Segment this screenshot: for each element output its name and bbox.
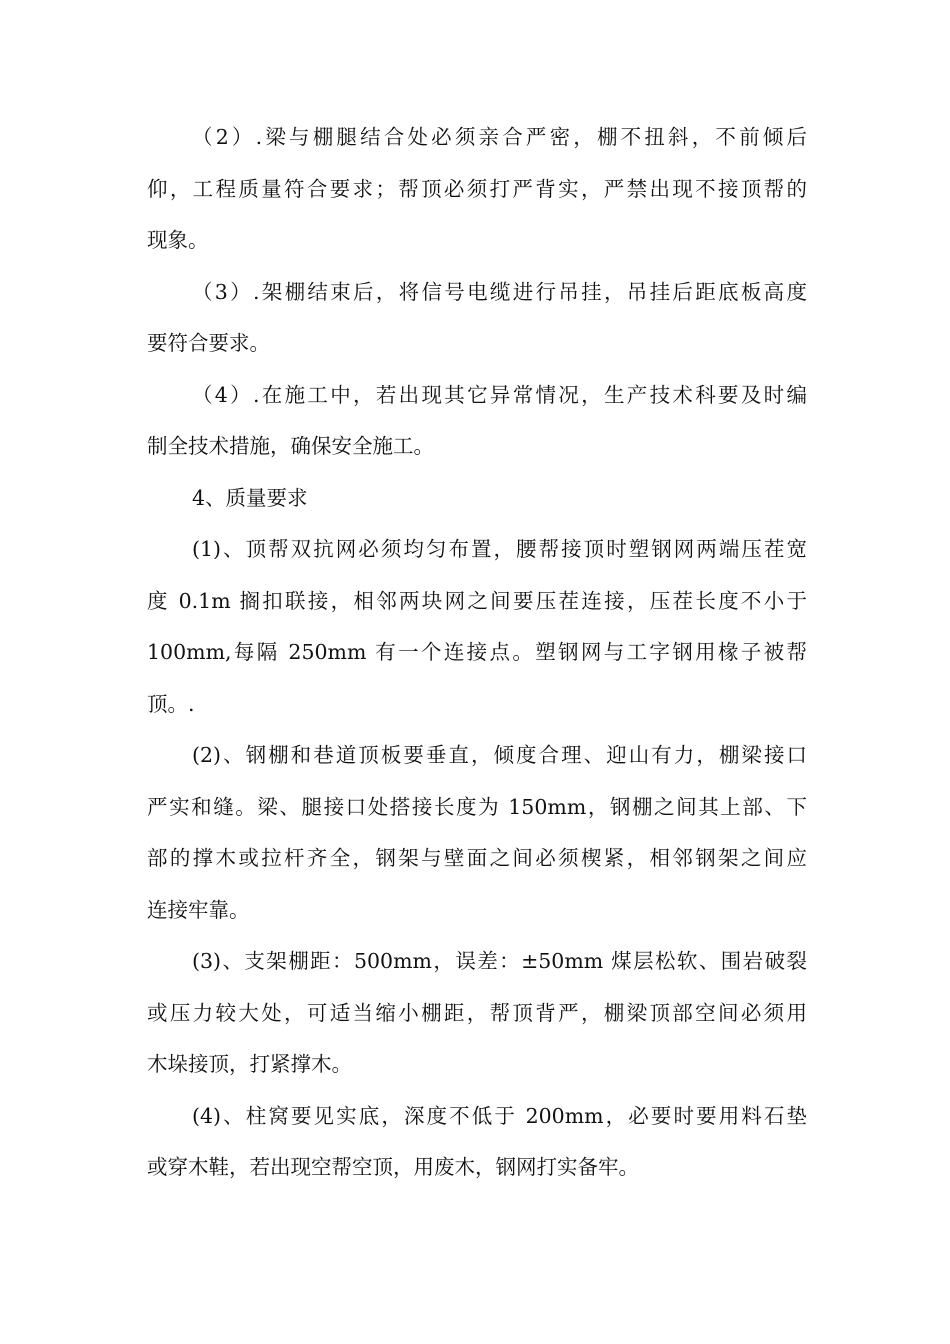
item-2-line-3: 部的撑木或拉杆齐全，钢架与壁面之间必须楔紧，相邻钢架之间应	[147, 846, 807, 870]
item-1-line-2: 度 0.1m 搁扣联接，相邻两块网之间要压茬连接，压茬长度不小于	[147, 589, 807, 613]
paragraph-3-line-2: 要符合要求。	[147, 331, 270, 355]
item-3-line-1: (3)、支架棚距：500mm，误差：±50mm 煤层松软、围岩破裂	[192, 949, 807, 973]
item-3-line-3: 木垛接顶，打紧撑木。	[147, 1052, 352, 1076]
item-2-line-2: 严实和缝。梁、腿接口处搭接长度为 150mm，钢棚之间其上部、下	[147, 795, 807, 819]
item-1-line-4: 顶。.	[147, 692, 195, 716]
item-1-line-1: (1)、顶帮双抗网必须均匀布置，腰帮接顶时塑钢网两端压茬宽	[192, 537, 807, 561]
paragraph-2-line-1: （2）.梁与棚腿结合处必须亲合严密，棚不扭斜，不前倾后	[192, 125, 807, 149]
item-1-line-3: 100mm,每隔 250mm 有一个连接点。塑钢网与工字钢用椽子被帮	[147, 640, 807, 664]
paragraph-3-line-1: （3）.架棚结束后，将信号电缆进行吊挂，吊挂后距底板高度	[192, 280, 807, 304]
section-heading: 4、质量要求	[192, 486, 308, 510]
paragraph-2-line-3: 现象。	[147, 228, 209, 252]
item-3-line-2: 或压力较大处，可适当缩小棚距，帮顶背严，棚梁顶部空间必须用	[147, 1001, 807, 1025]
item-2-line-1: (2)、钢棚和巷道顶板要垂直，倾度合理、迎山有力，棚梁接口	[192, 743, 807, 767]
paragraph-2-line-2: 仰，工程质量符合要求；帮顶必须打严背实，严禁出现不接顶帮的	[147, 177, 807, 201]
paragraph-4-line-2: 制全技术措施，确保安全施工。	[147, 434, 434, 458]
paragraph-4-line-1: （4）.在施工中，若出现其它异常情况，生产技术科要及时编	[192, 383, 807, 407]
item-4-line-1: (4)、柱窝要见实底，深度不低于 200mm，必要时要用料石垫	[192, 1104, 807, 1128]
item-2-line-4: 连接牢靠。	[147, 898, 250, 922]
item-4-line-2: 或穿木鞋，若出现空帮空顶，用废木，钢网打实备牢。	[147, 1155, 639, 1179]
